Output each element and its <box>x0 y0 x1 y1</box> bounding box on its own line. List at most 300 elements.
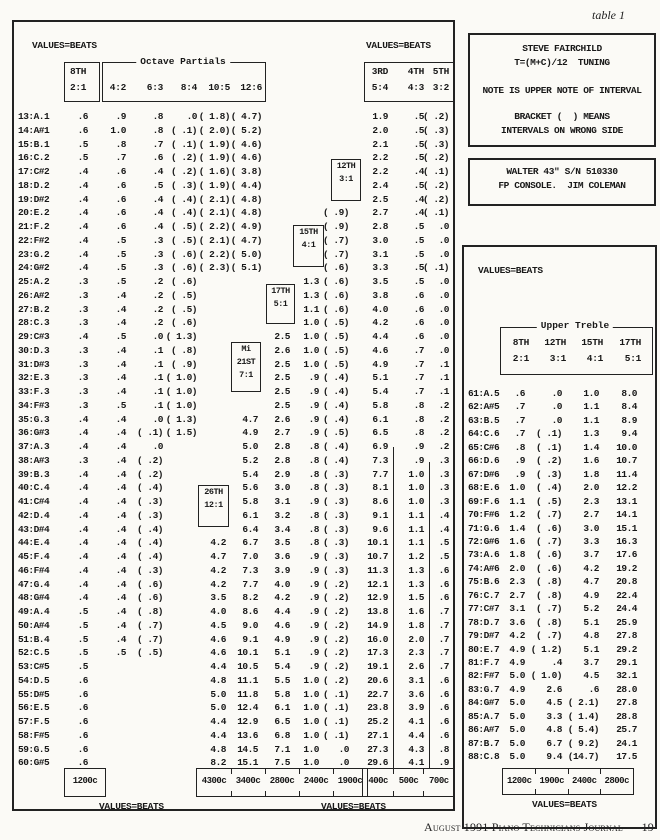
cell-5th-3:2: ( .2) <box>422 152 449 164</box>
cell-5th-3:2: .1 <box>438 358 449 370</box>
cell-17th-5:1: 4.2 <box>274 592 290 604</box>
note-label: 56:E.5 <box>18 702 50 714</box>
cell-4:2: .4 <box>115 454 126 466</box>
cell-treble: 2.0 <box>509 562 525 574</box>
cell-5th-3:2: .6 <box>438 674 449 686</box>
cell-12th-3:1: ( .6) <box>322 262 349 274</box>
interval-box-line: 12TH <box>336 161 356 171</box>
note-label: 32:E.3 <box>18 372 50 384</box>
table-row <box>14 344 453 357</box>
note-label: 14:A#1 <box>18 124 50 136</box>
cell-4th-4:3: 4.1 <box>408 757 424 769</box>
cell-17th-5:1: 2.5 <box>274 399 290 411</box>
cell-21st-7:1: 7.3 <box>242 564 258 576</box>
cell-3rd-5:4: 4.0 <box>372 303 388 315</box>
note-label: 35:G.3 <box>18 413 50 425</box>
note-label: 36:G#3 <box>18 427 50 439</box>
cell-3rd-5:4: 10.1 <box>367 537 388 549</box>
note-label: 79:D#7 <box>468 630 500 642</box>
cell-17th-5:1: 2.5 <box>274 386 290 397</box>
cell-6:3: ( .2) <box>136 454 163 466</box>
cell-treble: 4.9 <box>509 683 525 695</box>
note-label: 34:F#3 <box>18 399 50 411</box>
cell-treble: 1.6 <box>583 455 599 467</box>
cell-3rd-5:4: 27.1 <box>367 729 388 741</box>
cell-21st-7:1: 6.4 <box>242 523 258 535</box>
table-row <box>14 220 453 233</box>
table-row <box>464 737 651 750</box>
table-row <box>464 400 651 413</box>
note-label: 63:B.5 <box>468 414 500 426</box>
table-row <box>14 509 453 522</box>
cell-treble: ( .7) <box>535 630 562 642</box>
cell-8:4: ( 1.0) <box>165 399 197 411</box>
note-label: 48:G#4 <box>18 592 50 604</box>
cell-15th-4:1: .9 <box>308 413 319 425</box>
cell-12th-3:1: ( .6) <box>322 289 349 301</box>
cell-8th-2:1: .5 <box>77 647 88 659</box>
cell-6:3: ( .2) <box>136 468 163 480</box>
cell-8th-2:1: .3 <box>77 372 88 384</box>
note-label: 30:D.3 <box>18 344 50 356</box>
cell-3rd-5:4: 14.9 <box>367 619 388 631</box>
cell-12th-3:1: ( .3) <box>322 468 349 480</box>
cents-label: 3400c <box>231 769 265 796</box>
cell-12th-3:1: ( .1) <box>322 716 349 727</box>
cell-3rd-5:4: 2.7 <box>372 207 388 219</box>
cell-10:5: ( 2.1) <box>198 234 230 246</box>
cell-12th-3:1: .0 <box>338 743 349 755</box>
cell-treble: .0 <box>551 414 562 426</box>
cell-8th-2:1: .4 <box>77 441 88 452</box>
cell-treble: 1.1 <box>583 414 599 426</box>
cell-6:3: ( .3) <box>136 509 163 521</box>
cell-15th-4:1: 1.0 <box>303 317 319 329</box>
cell-4th-4:3: .4 <box>413 166 424 177</box>
note-label: 29:C#3 <box>18 331 50 342</box>
cell-5th-3:2: .0 <box>438 317 449 329</box>
cell-4th-4:3: .6 <box>413 317 424 329</box>
cell-15th-4:1: 1.0 <box>303 743 319 755</box>
cell-8th-2:1: .3 <box>77 317 88 329</box>
table-row <box>14 110 453 123</box>
cell-5th-3:2: .0 <box>438 221 449 232</box>
note-label: 60:G#5 <box>18 757 50 769</box>
cell-4th-4:3: .7 <box>413 344 424 356</box>
note-label: 68:E.6 <box>468 482 500 494</box>
cell-3rd-5:4: 6.9 <box>372 441 388 452</box>
cell-treble: .7 <box>514 401 525 413</box>
cell-treble: 3.0 <box>583 522 599 534</box>
table-row <box>14 261 453 274</box>
cell-6:3: .1 <box>152 399 163 411</box>
interval-header-name: 5TH <box>432 66 449 77</box>
cell-6:3: ( .6) <box>136 592 163 604</box>
cell-21st-7:1: 6.1 <box>242 509 258 521</box>
cell-treble: 1.8 <box>509 549 525 561</box>
table-row <box>14 289 453 302</box>
cell-4th-4:3: .9 <box>413 441 424 452</box>
cell-3rd-5:4: 4.4 <box>372 331 388 342</box>
cell-3rd-5:4: 8.6 <box>372 496 388 507</box>
cell-26th-12:1: 5.0 <box>210 702 226 714</box>
cell-4:2: .6 <box>115 207 126 219</box>
cell-4:2: .8 <box>115 138 126 150</box>
cell-17th-5:1: 2.8 <box>274 441 290 452</box>
table-row <box>464 441 651 454</box>
cell-17th-5:1: 7.5 <box>274 757 290 769</box>
cell-8:4: ( .5) <box>170 303 197 315</box>
cell-3rd-5:4: 3.1 <box>372 248 388 260</box>
cell-5th-3:2: .0 <box>438 289 449 301</box>
note-label: 24:G#2 <box>18 262 50 274</box>
cell-treble: ( .1) <box>535 441 562 453</box>
cell-15th-4:1: .8 <box>308 468 319 480</box>
cell-4th-4:3: .4 <box>413 207 424 219</box>
table-row <box>14 151 453 164</box>
cents-label: 400c <box>368 776 388 786</box>
cell-6:3: .4 <box>152 166 163 177</box>
cell-21st-7:1: 5.0 <box>242 441 258 452</box>
note-label: 54:D.5 <box>18 674 50 686</box>
cell-17th-5:1: 4.0 <box>274 578 290 590</box>
cell-treble: 27.8 <box>616 697 637 709</box>
cell-8th-2:1: .6 <box>77 688 88 700</box>
cell-3rd-5:4: 3.5 <box>372 276 388 287</box>
cell-treble: 1.3 <box>583 428 599 440</box>
cell-21st-7:1: 5.4 <box>242 468 258 480</box>
cell-5th-3:2: .1 <box>438 386 449 397</box>
interval-box-line: 4:1 <box>301 240 316 250</box>
cents-footer-simple-intervals <box>362 768 455 797</box>
cell-21st-7:1: 5.2 <box>242 454 258 466</box>
cell-21st-7:1: 11.8 <box>237 688 258 700</box>
cell-5th-3:2: .2 <box>438 427 449 439</box>
cell-4th-4:3: 4.1 <box>408 716 424 727</box>
cell-3rd-5:4: 5.8 <box>372 399 388 411</box>
cell-treble: .6 <box>514 388 525 399</box>
cell-8th-2:1: .4 <box>77 551 88 562</box>
cell-4th-4:3: .7 <box>413 372 424 384</box>
table-row <box>14 371 453 384</box>
cell-treble: 3.6 <box>509 616 525 628</box>
cell-treble: 10.7 <box>616 455 637 467</box>
cell-treble: 24.4 <box>616 603 637 615</box>
cents-footer-treble <box>502 768 634 795</box>
table-row <box>14 385 453 398</box>
cell-4th-4:3: .5 <box>413 221 424 232</box>
interval-header-name: 4TH <box>407 66 424 77</box>
cell-4th-4:3: .8 <box>413 399 424 411</box>
cell-8th-2:1: .4 <box>77 427 88 439</box>
cell-12:6: ( 5.2) <box>230 124 262 136</box>
cell-17th-5:1: 3.5 <box>274 537 290 549</box>
cell-17th-5:1: 5.5 <box>274 674 290 686</box>
table-row <box>14 674 453 687</box>
table-row <box>14 688 453 701</box>
note-label: 19:D#2 <box>18 193 50 205</box>
cell-4th-4:3: .5 <box>413 276 424 287</box>
cell-treble: ( 5.4) <box>567 724 599 736</box>
cell-12th-3:1: ( .3) <box>322 523 349 535</box>
cell-3rd-5:4: 19.1 <box>367 661 388 672</box>
cell-17th-5:1: 6.1 <box>274 702 290 714</box>
cell-5th-3:2: .0 <box>438 331 449 342</box>
cents-label: 700c <box>424 769 454 796</box>
table-row <box>14 399 453 412</box>
table-row <box>464 629 651 642</box>
interval-box-line: 5:1 <box>273 299 288 309</box>
cell-treble: 32.1 <box>616 670 637 682</box>
cell-6:3: .8 <box>152 111 163 122</box>
cell-5th-3:2: ( .3) <box>422 124 449 136</box>
cell-21st-7:1: 8.2 <box>242 592 258 604</box>
cell-3rd-5:4: 7.3 <box>372 454 388 466</box>
cell-3rd-5:4: 7.7 <box>372 468 388 480</box>
cell-17th-5:1: 2.5 <box>274 358 290 370</box>
cell-6:3: ( .3) <box>136 564 163 576</box>
cell-6:3: ( .4) <box>136 523 163 535</box>
cell-8:4: ( 1.3) <box>165 331 197 342</box>
table-row <box>464 548 651 561</box>
cell-8th-2:1: .4 <box>77 166 88 177</box>
cell-4th-4:3: 1.5 <box>408 592 424 604</box>
cell-6:3: .3 <box>152 262 163 274</box>
note-label: 39:B.3 <box>18 468 50 480</box>
cell-8:4: ( .4) <box>170 193 197 205</box>
cell-4:2: .4 <box>115 509 126 521</box>
cell-4:2: .4 <box>115 303 126 315</box>
cell-15th-4:1: .8 <box>308 523 319 535</box>
cell-treble: 1.0 <box>583 388 599 399</box>
table-row <box>464 643 651 656</box>
note-label: 44:E.4 <box>18 537 50 549</box>
cell-treble: .7 <box>514 414 525 426</box>
cell-8:4: ( .4) <box>170 207 197 219</box>
table-row <box>14 234 453 247</box>
cell-3rd-5:4: 13.8 <box>367 606 388 617</box>
cell-17th-5:1: 2.7 <box>274 427 290 439</box>
cell-12th-3:1: ( .4) <box>322 372 349 384</box>
cell-10:5: ( 2.0) <box>198 124 230 136</box>
cell-17th-5:1: 2.6 <box>274 344 290 356</box>
cell-17th-5:1: 3.9 <box>274 564 290 576</box>
cell-15th-4:1: .9 <box>308 661 319 672</box>
note-label: 84:G#7 <box>468 697 500 709</box>
cell-4th-4:3: 2.0 <box>408 633 424 645</box>
cell-5th-3:2: .7 <box>438 661 449 672</box>
cell-12th-3:1: ( .4) <box>322 454 349 466</box>
cell-21st-7:1: 12.9 <box>237 716 258 727</box>
cell-4:2: .4 <box>115 606 126 617</box>
cell-26th-12:1: 4.6 <box>210 647 226 659</box>
cell-15th-4:1: 1.0 <box>303 688 319 700</box>
cell-treble: ( .4) <box>535 482 562 494</box>
note-label: 50:A#4 <box>18 619 50 631</box>
cell-3rd-5:4: 2.2 <box>372 152 388 164</box>
values-beats-label: VALUES=BEATS <box>99 801 164 812</box>
interval-box-line: 15TH <box>299 227 318 237</box>
cell-4:2: .4 <box>115 633 126 645</box>
cell-8th-2:1: .4 <box>77 537 88 549</box>
cell-4th-4:3: 3.9 <box>408 702 424 714</box>
cell-4:2: .4 <box>115 619 126 631</box>
cell-treble: 1.4 <box>583 441 599 453</box>
note-label: 76:C.7 <box>468 589 500 601</box>
cell-4th-4:3: 1.0 <box>408 468 424 480</box>
cell-3rd-5:4: 9.6 <box>372 523 388 535</box>
cell-8:4: ( .6) <box>170 276 197 287</box>
note-label: 78:D.7 <box>468 616 500 628</box>
cell-8th-2:1: .5 <box>77 138 88 150</box>
cell-12:6: ( 4.7) <box>230 234 262 246</box>
cell-4th-4:3: 1.1 <box>408 537 424 549</box>
cell-15th-4:1: 1.0 <box>303 331 319 342</box>
cell-3rd-5:4: 4.2 <box>372 317 388 329</box>
cell-3rd-5:4: 4.6 <box>372 344 388 356</box>
cell-26th-12:1: 4.2 <box>210 564 226 576</box>
cell-4:2: .7 <box>115 152 126 164</box>
cell-treble: 1.1 <box>583 401 599 413</box>
cell-5th-3:2: .0 <box>438 248 449 260</box>
note-label: 42:D.4 <box>18 509 50 521</box>
cell-treble: 25.9 <box>616 616 637 628</box>
cell-8th-2:1: .6 <box>77 124 88 136</box>
cell-treble: ( .6) <box>535 522 562 534</box>
cell-treble: ( .7) <box>535 535 562 547</box>
cell-4:2: .4 <box>115 551 126 562</box>
cell-12th-3:1: ( .1) <box>322 729 349 741</box>
cell-4th-4:3: .5 <box>413 138 424 150</box>
cell-treble: ( 9.2) <box>567 737 599 749</box>
cell-10:5: ( 2.1) <box>198 193 230 205</box>
cell-5th-3:2: ( .1) <box>422 207 449 219</box>
table-row <box>14 701 453 714</box>
cents-footer-wide-intervals <box>196 768 368 797</box>
cell-15th-4:1: 1.0 <box>303 702 319 714</box>
cell-treble: 9.4 <box>546 751 562 763</box>
cell-8th-2:1: .4 <box>77 468 88 480</box>
cell-6:3: .0 <box>152 413 163 425</box>
octave-partials-title: Octave Partials <box>136 56 230 67</box>
cell-4:2: .4 <box>115 523 126 535</box>
cents-label: 4300c <box>201 776 227 786</box>
cell-treble: 9.4 <box>621 428 637 440</box>
cell-5th-3:2: .0 <box>438 344 449 356</box>
treble-header-ratio: 5:1 <box>624 353 641 364</box>
cell-treble: 8.9 <box>621 414 637 426</box>
table-row <box>14 591 453 604</box>
cell-treble: 1.8 <box>583 468 599 480</box>
cell-6:3: ( .7) <box>136 619 163 631</box>
cell-5th-3:2: ( .2) <box>422 111 449 122</box>
cell-5th-3:2: .6 <box>438 592 449 604</box>
cell-5th-3:2: ( .1) <box>422 262 449 274</box>
cents-label: 1200c <box>506 776 532 786</box>
table-number-label: table 1 <box>592 8 625 22</box>
cell-6:3: .6 <box>152 152 163 164</box>
note-label: 16:C.2 <box>18 152 50 164</box>
cell-6:3: .2 <box>152 303 163 315</box>
cell-10:5: ( 2.3) <box>198 262 230 274</box>
upper-treble-header-box <box>500 327 653 375</box>
cell-12:6: ( 4.4) <box>230 179 262 191</box>
cell-treble: 17.6 <box>616 549 637 561</box>
cell-5th-3:2: .3 <box>438 454 449 466</box>
table-row <box>464 602 651 615</box>
cell-15th-4:1: .8 <box>308 441 319 452</box>
cell-treble: 6.7 <box>546 737 562 749</box>
cell-treble: ( .7) <box>535 603 562 615</box>
cell-21st-7:1: 7.7 <box>242 578 258 590</box>
cell-8th-2:1: .3 <box>77 289 88 301</box>
cell-5th-3:2: .1 <box>438 372 449 384</box>
cell-5th-3:2: .6 <box>438 716 449 727</box>
cell-8:4: ( .1) <box>170 138 197 150</box>
cell-8th-2:1: .6 <box>77 702 88 714</box>
table-row <box>14 303 453 316</box>
cell-3rd-5:4: 2.4 <box>372 179 388 191</box>
note-label: 28:C.3 <box>18 317 50 329</box>
cell-17th-5:1: 6.8 <box>274 729 290 741</box>
cell-treble: 4.8 <box>546 724 562 736</box>
cell-8th-2:1: .6 <box>77 674 88 686</box>
note-label: 41:C#4 <box>18 496 50 507</box>
cell-4th-4:3: .6 <box>413 303 424 315</box>
table-row <box>14 330 453 343</box>
cell-8th-2:1: .6 <box>77 111 88 122</box>
cell-4th-4:3: 3.6 <box>408 688 424 700</box>
cell-4th-4:3: 4.3 <box>408 743 424 755</box>
cell-12th-3:1: ( .7) <box>322 248 349 260</box>
cell-12th-3:1: ( .3) <box>322 509 349 521</box>
cell-treble: 1.2 <box>509 509 525 521</box>
cell-5th-3:2: ( .3) <box>422 138 449 150</box>
note-label: 47:G.4 <box>18 578 50 590</box>
table-row <box>14 536 453 549</box>
cell-treble: ( .8) <box>535 589 562 601</box>
values-beats-label: VALUES=BEATS <box>366 40 431 51</box>
cell-8:4: ( .2) <box>170 166 197 177</box>
cents-label: 500c <box>393 769 423 796</box>
cell-3rd-5:4: 2.8 <box>372 221 388 232</box>
cell-treble: 28.0 <box>616 683 637 695</box>
cell-15th-4:1: .9 <box>308 578 319 590</box>
cell-treble: 5.0 <box>509 710 525 722</box>
cell-15th-4:1: .9 <box>308 372 319 384</box>
note-label: 38:A#3 <box>18 454 50 466</box>
cell-17th-5:1: 2.5 <box>274 331 290 342</box>
note-label: 74:A#6 <box>468 562 500 574</box>
cents-footer-octave <box>64 768 106 797</box>
cell-8th-2:1: .4 <box>77 482 88 494</box>
cell-4:2: .5 <box>115 248 126 260</box>
cell-4:2: .4 <box>115 413 126 425</box>
cell-12th-3:1: ( .3) <box>322 482 349 494</box>
cell-15th-4:1: .8 <box>308 454 319 466</box>
cell-3rd-5:4: 2.1 <box>372 138 388 150</box>
cell-8th-2:1: .5 <box>77 619 88 631</box>
cell-6:3: ( .3) <box>136 496 163 507</box>
cell-5th-3:2: .3 <box>438 468 449 480</box>
cell-15th-4:1: 1.3 <box>303 276 319 287</box>
cell-8:4: ( .5) <box>170 234 197 246</box>
cell-4th-4:3: 1.0 <box>408 496 424 507</box>
table-row <box>464 562 651 575</box>
cell-treble: ( .6) <box>535 549 562 561</box>
cell-17th-5:1: 6.5 <box>274 716 290 727</box>
cell-10:5: ( 1.8) <box>198 111 230 122</box>
